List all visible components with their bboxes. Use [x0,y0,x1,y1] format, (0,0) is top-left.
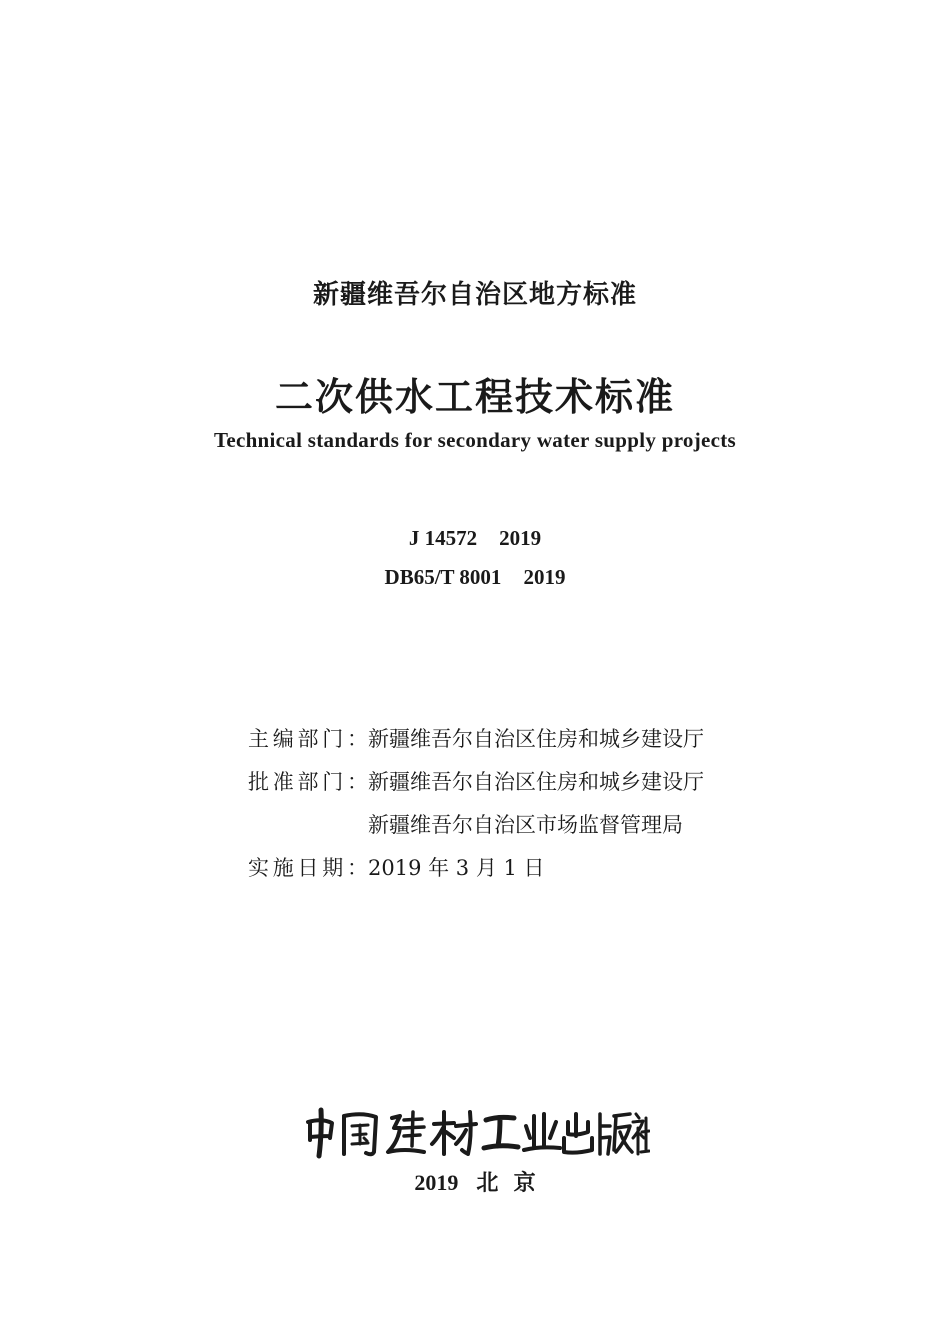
publisher-calligraphy-icon [300,1106,650,1160]
j-year: 2019 [499,526,542,550]
approver-row-2 [248,804,704,847]
standard-code-j [0,526,950,551]
editor-row [248,718,704,761]
publication-footer [0,1166,950,1197]
publisher-logo [300,1106,650,1160]
db-number: DB65/T 8001 [384,565,502,589]
editor-value: 新疆维吾尔自治区住房和城乡建设厅 [368,727,704,751]
j-number: J 14572 [408,526,478,550]
approver-row [248,761,704,804]
db-year: 2019 [523,565,566,589]
approver-value-2: 新疆维吾尔自治区市场监督管理局 [368,813,683,837]
approver-label: 批准部门： [248,770,368,794]
editor-label: 主编部门： [248,727,368,751]
date-value: 2019 年 3 月 1 日 [368,856,545,880]
publication-city: 北 京 [476,1170,536,1196]
document-title-english: Technical standards for secondary water supply projects [213,428,737,452]
approver-label-spacer [248,804,368,847]
publication-year: 2019 [414,1170,459,1195]
standard-series-title: 新疆维吾尔自治区地方标准 [312,280,637,310]
approver-value-1: 新疆维吾尔自治区住房和城乡建设厅 [368,770,704,794]
standard-code-db [0,565,950,590]
document-title-chinese: 二次供水工程技术标准 [274,374,675,419]
document-info-block [248,718,704,890]
date-row [248,847,704,890]
date-label: 实施日期： [248,856,368,880]
